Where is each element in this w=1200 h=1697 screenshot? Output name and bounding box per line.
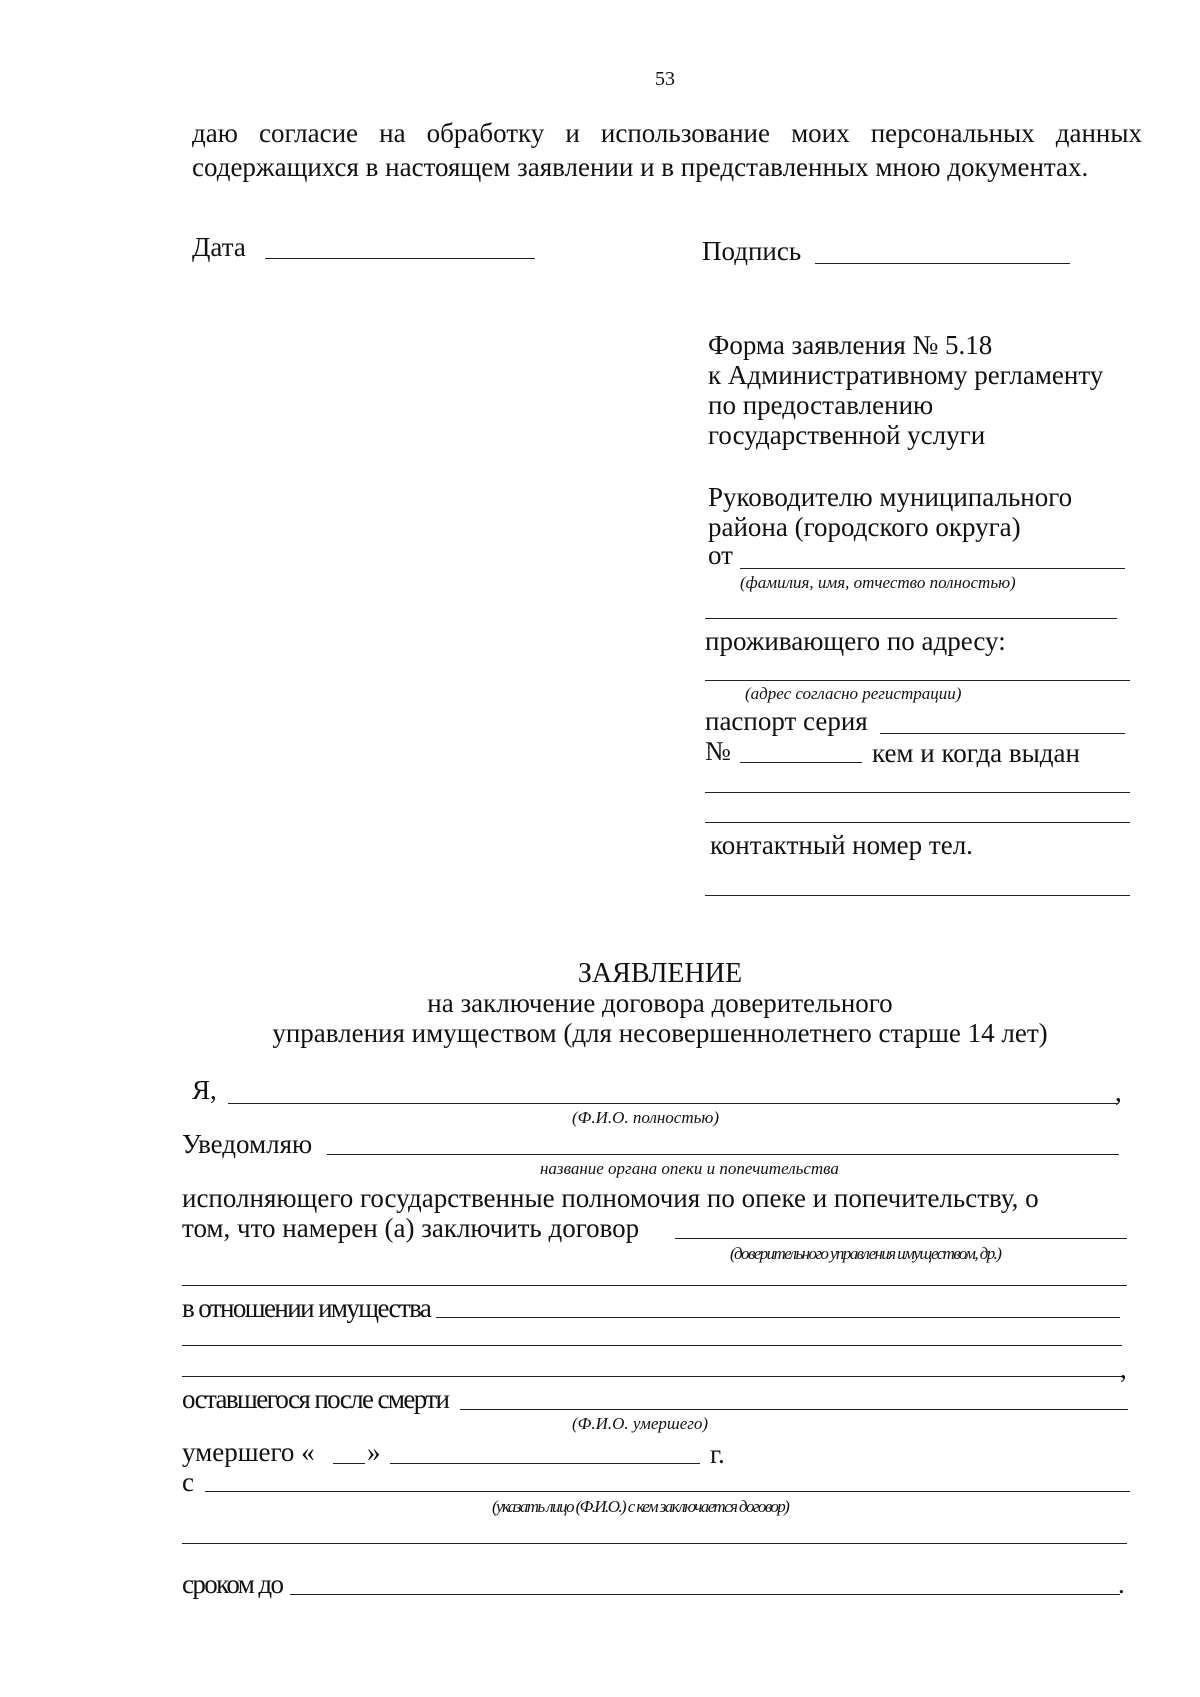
death-day-field[interactable] xyxy=(333,1463,365,1464)
died-quote-close: » xyxy=(367,1437,381,1467)
statement-subtitle-2: управления имуществом (для несовершеннолетнего старше 14 лет) xyxy=(272,1018,1048,1048)
passport-series-label: паспорт серия xyxy=(705,706,868,736)
signature-field[interactable] xyxy=(815,263,1070,264)
consent-line-1: даю согласие на обработку и использование моих персональных данных xyxy=(192,118,1142,148)
phone-field[interactable] xyxy=(705,895,1130,896)
property-trailer: , xyxy=(1120,1354,1127,1384)
deceased-name-field[interactable] xyxy=(460,1409,1128,1410)
phone-label: контактный номер тел. xyxy=(710,830,973,860)
fio-caption: (Ф.И.О. полностью) xyxy=(572,1108,720,1127)
with-label: с xyxy=(182,1467,194,1497)
address-field[interactable] xyxy=(705,680,1130,681)
addressee-line-1: Руководителю муниципального xyxy=(708,482,1073,512)
year-suffix: г. xyxy=(710,1439,725,1469)
person-caption: (указать лицо (Ф.И.О.) с кем заключается договор) xyxy=(492,1497,789,1516)
statement-subtitle-1: на заключение договора доверительного xyxy=(427,988,893,1018)
from-caption: (фамилия, имя, отчество полностью) xyxy=(740,573,1016,592)
form-header-line-1: Форма заявления № 5.18 xyxy=(708,330,993,360)
notify-label: Уведомляю xyxy=(182,1129,313,1159)
organ-caption: название органа опеки и попечительства xyxy=(540,1159,839,1178)
applicant-name-field[interactable] xyxy=(740,568,1125,569)
property-label: в отношении имущества xyxy=(182,1293,431,1323)
addressee-line-2: района (городского округа) xyxy=(708,512,1021,542)
died-label: умершего « xyxy=(182,1437,315,1467)
page-number: 53 xyxy=(655,68,675,90)
left-after-label: оставшегося после смерти xyxy=(182,1384,449,1414)
full-name-field[interactable] xyxy=(228,1103,1118,1104)
date-label: Дата xyxy=(192,232,246,262)
passport-number-label: № xyxy=(705,736,731,766)
signature-label: Подпись xyxy=(702,236,802,266)
form-header-line-3: по предоставлению xyxy=(708,390,934,420)
from-label: от xyxy=(708,540,733,570)
property-field-3[interactable] xyxy=(182,1376,1122,1377)
contract-party-field-2[interactable] xyxy=(182,1543,1127,1544)
consent-line-2: содержащихся в настоящем заявлении и в представленных мною документах. xyxy=(192,152,1089,182)
form-header-line-4: государственной услуги xyxy=(708,420,986,450)
passport-series-field[interactable] xyxy=(880,733,1125,734)
date-field[interactable] xyxy=(265,258,535,259)
address-caption: (адрес согласно регистрации) xyxy=(745,684,962,703)
form-header-line-2: к Административному регламенту xyxy=(708,360,1104,390)
property-field-1[interactable] xyxy=(436,1317,1120,1318)
contract-party-field[interactable] xyxy=(205,1491,1130,1492)
i-label: Я, xyxy=(192,1075,217,1105)
performing-line: исполняющего государственные полномочия по опеке и попечительству, о xyxy=(182,1183,1039,1213)
intend-label: том, что намерен (а) заключить договор xyxy=(182,1213,640,1243)
statement-title: ЗАЯВЛЕНИЕ xyxy=(577,958,743,989)
i-trailer: , xyxy=(1115,1077,1122,1107)
term-trailer: . xyxy=(1118,1569,1125,1599)
passport-number-field[interactable] xyxy=(740,762,862,763)
contract-type-field-2[interactable] xyxy=(182,1285,1127,1286)
death-month-year-field[interactable] xyxy=(390,1463,700,1464)
issued-field-2[interactable] xyxy=(705,822,1130,823)
deceased-caption: (Ф.И.О. умершего) xyxy=(572,1414,709,1433)
term-field[interactable] xyxy=(290,1594,1120,1595)
guardianship-organ-field[interactable] xyxy=(327,1154,1119,1155)
contract-caption: (доверительного управления имуществом, др.) xyxy=(730,1244,1001,1263)
property-field-2[interactable] xyxy=(182,1345,1122,1346)
term-label: сроком до xyxy=(182,1569,283,1599)
issued-label: кем и когда выдан xyxy=(872,738,1080,768)
residing-label: проживающего по адресу: xyxy=(705,626,1006,656)
applicant-name-field-2[interactable] xyxy=(705,618,1117,619)
contract-type-field[interactable] xyxy=(675,1238,1127,1239)
issued-field-1[interactable] xyxy=(705,792,1130,793)
